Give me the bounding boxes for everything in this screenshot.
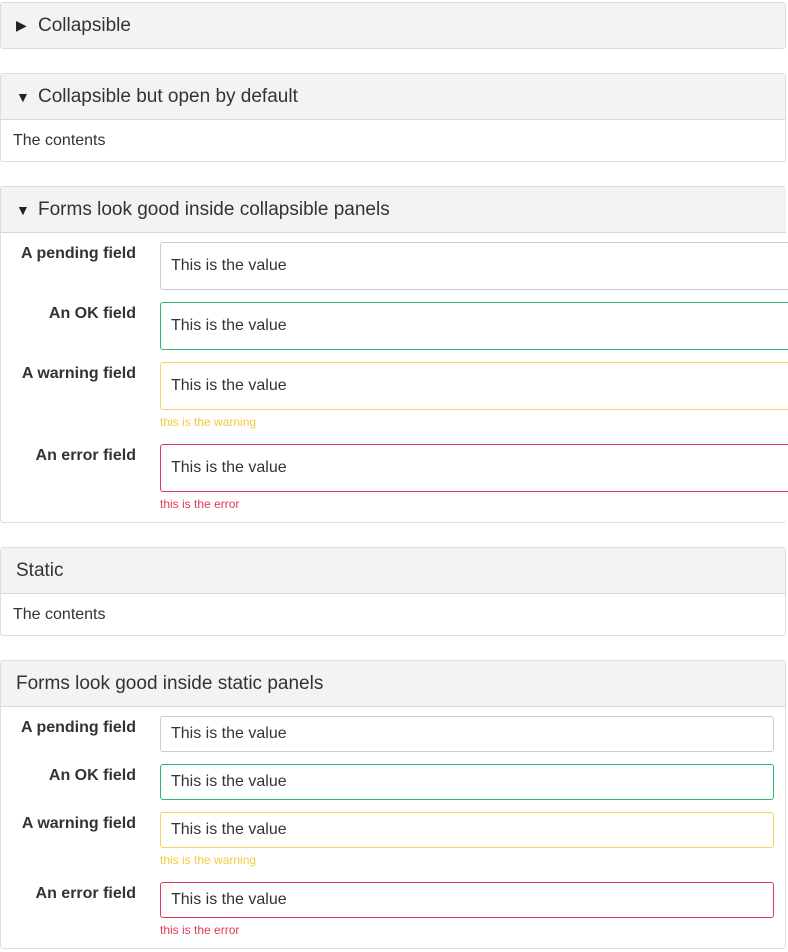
panel-title: Forms look good inside static panels: [16, 672, 324, 694]
static-forms-panel-header: [1, 661, 785, 707]
collapsible-panel: [0, 2, 786, 49]
static-forms-panel: [0, 660, 786, 949]
field-label: An OK field: [48, 305, 136, 322]
error-help-text: this is the error: [160, 923, 240, 937]
pending-field-input[interactable]: This is the value: [160, 716, 774, 752]
error-field-input[interactable]: This is the value: [160, 444, 788, 492]
panel-title: Collapsible: [38, 14, 131, 36]
field-label: A pending field: [21, 719, 136, 736]
field-label: An error field: [35, 885, 136, 902]
ok-field-input[interactable]: This is the value: [160, 764, 774, 800]
warning-help-text: this is the warning: [160, 853, 257, 867]
collapsible-forms-panel-header[interactable]: [1, 187, 786, 233]
panel-title: Collapsible but open by default: [38, 85, 298, 107]
collapsible-panel-header[interactable]: [1, 3, 785, 48]
caret-down-icon: ▼: [16, 88, 30, 105]
field-label: An error field: [35, 447, 136, 464]
error-help-text: this is the error: [160, 497, 240, 511]
ok-field-input[interactable]: This is the value: [160, 302, 788, 350]
panel-title: Forms look good inside collapsible panels: [38, 198, 390, 220]
collapsible-open-panel: [0, 73, 786, 162]
pending-field-input[interactable]: This is the value: [160, 242, 788, 290]
panel-contents: The contents: [13, 132, 106, 149]
caret-down-icon: ▼: [16, 201, 30, 218]
error-field-input[interactable]: This is the value: [160, 882, 774, 918]
collapsible-open-panel-header[interactable]: [1, 74, 785, 120]
static-panel-header: [1, 548, 785, 594]
field-label: A warning field: [21, 365, 136, 382]
panel-contents: The contents: [13, 606, 106, 623]
warning-field-input[interactable]: This is the value: [160, 812, 774, 848]
field-label: A warning field: [21, 815, 136, 832]
panel-title: Static: [16, 559, 64, 581]
warning-field-input[interactable]: This is the value: [160, 362, 788, 410]
static-panel: [0, 547, 786, 636]
warning-help-text: this is the warning: [160, 415, 257, 429]
field-label: A pending field: [21, 245, 136, 262]
collapsible-forms-panel: [0, 186, 786, 523]
field-label: An OK field: [48, 767, 136, 784]
caret-right-icon: ▶: [16, 17, 27, 33]
